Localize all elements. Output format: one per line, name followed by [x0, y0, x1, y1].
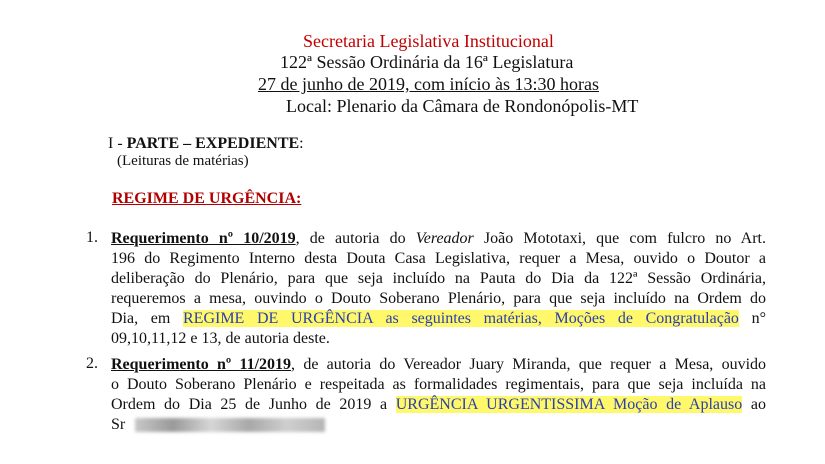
section-prefix: I -: [108, 135, 127, 152]
item-2-line-3-start: Ordem do Dia 25 de Junho de 2019 a: [111, 396, 396, 413]
session-date: 27 de junho de 2019, com início às 13:30 horas: [258, 74, 599, 94]
section-colon: :: [299, 135, 304, 152]
org-title: Secretaria Legislativa Institucional: [303, 31, 554, 51]
item-1-text: , de autoria do: [295, 230, 416, 247]
item-1-line-1: [111, 229, 766, 249]
item-1-role: Vereador: [415, 230, 474, 247]
item-1-line-2: 196 do Regimento Interno desta Douta Casa Legislativa, requer a Mesa, ouvido o Doutor a: [111, 250, 766, 267]
item-1-title: Requerimento nº 10/2019: [111, 230, 296, 247]
section-heading: [108, 135, 304, 153]
item-2-sr: Sr: [111, 416, 126, 433]
session-title: 122ª Sessão Ordinária da 16ª Legislatura: [280, 52, 574, 72]
highlight-regime: REGIME DE URGÊNCIA as seguintes matérias, Moções de Congratulação: [183, 310, 739, 327]
item-1-line-5-start: Dia, em: [111, 310, 183, 327]
section-bold-title: PARTE – EXPEDIENTE: [126, 135, 300, 152]
item-2-line-3-end: ao: [742, 396, 766, 413]
item-1-line-6: 09,10,11,12 e 13, de autoria deste.: [111, 330, 330, 347]
item-number-2: 2.: [86, 355, 98, 372]
item-1-line-5: [111, 309, 766, 329]
item-2-title: Requerimento nº 11/2019: [111, 356, 292, 373]
session-location: Local: Plenario da Câmara de Rondonópolis-MT: [286, 96, 639, 116]
item-2-line-1: [111, 355, 766, 375]
redacted-name: [135, 418, 325, 432]
item-2-line-3: [111, 395, 766, 415]
item-2-paragraph: [111, 355, 766, 435]
item-2-text: , de autoria do Vereador Juary Miranda, que requer a Mesa, ouvido: [291, 356, 767, 373]
item-number-1: 1.: [86, 229, 98, 246]
item-1-line-5-end: n°: [738, 310, 767, 327]
item-2-line-2: o Douto Soberano Plenário e respeitada as formalidades regimentais, para que seja incluída na: [111, 376, 766, 393]
regime-heading: REGIME DE URGÊNCIA:: [112, 190, 302, 207]
item-1-line-4: requeremos a mesa, ouvindo o Douto Soberano Plenário, para que seja incluído na Ordem do: [111, 290, 766, 307]
item-2-line-4: [111, 415, 766, 435]
section-subtitle: (Leituras de matérias): [117, 153, 249, 169]
item-1-line-3: deliberação do Plenário, para que seja incluído na Pauta do Dia da 122ª Sessão Ordinária,: [111, 270, 766, 287]
highlight-urgencia: URGÊNCIA URGENTISSIMA Moção de Aplauso: [395, 396, 743, 413]
item-1-paragraph: [111, 229, 766, 349]
item-1-text-cont: João Mototaxi, que com fulcro no Art.: [473, 230, 766, 247]
